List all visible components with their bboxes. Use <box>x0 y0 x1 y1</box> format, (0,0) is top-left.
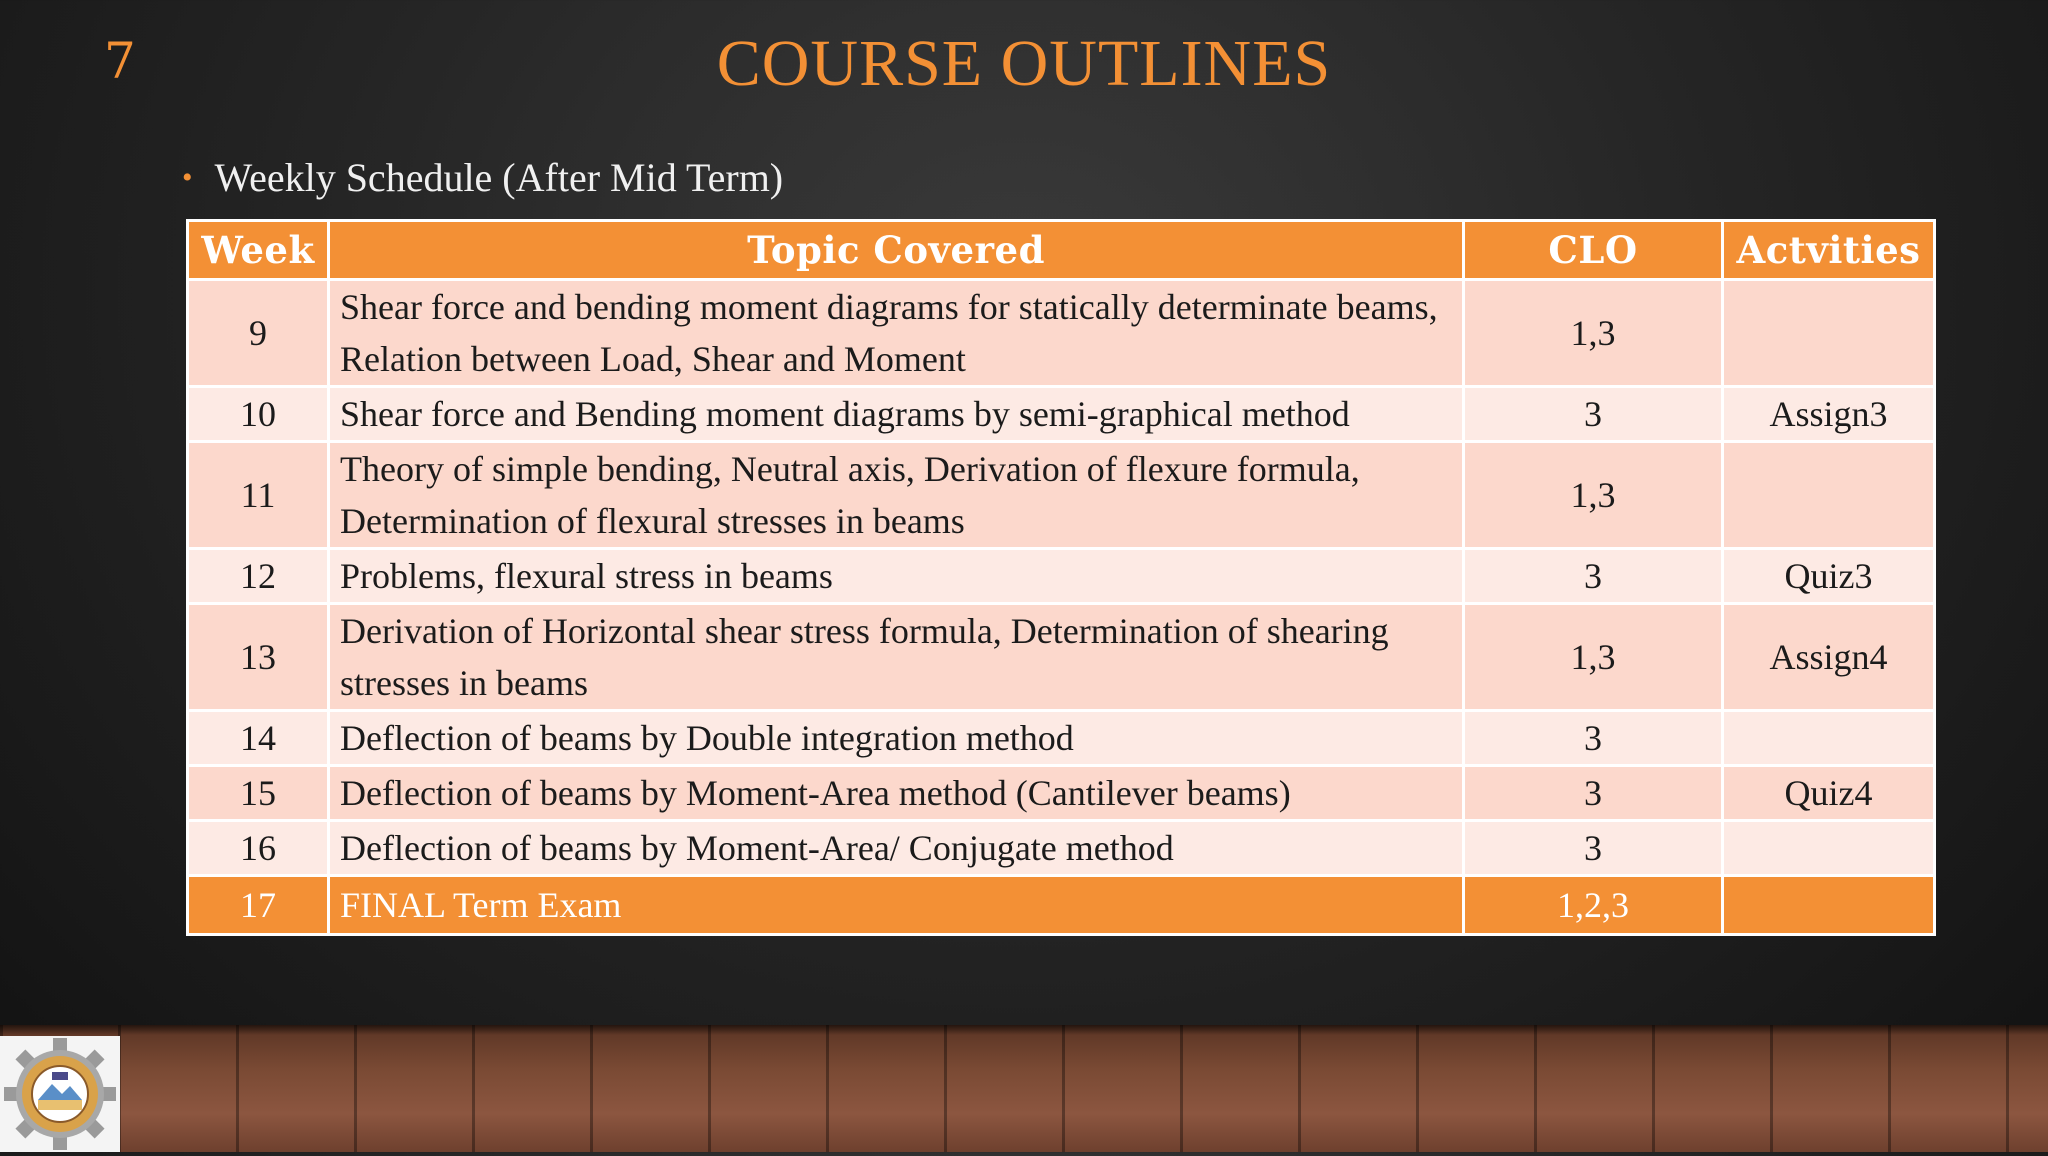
activity-cell <box>1723 711 1935 766</box>
table-row <box>188 387 1935 442</box>
week-cell: 16 <box>188 821 329 876</box>
wooden-floor-background <box>0 1025 2048 1152</box>
university-seal-icon <box>0 1036 120 1152</box>
clo-cell: 3 <box>1464 766 1723 821</box>
table-row <box>188 766 1935 821</box>
week-cell: 17 <box>188 876 329 935</box>
clo-cell: 3 <box>1464 549 1723 604</box>
table-header-row <box>188 221 1935 280</box>
week-cell: 15 <box>188 766 329 821</box>
slide-title: COURSE OUTLINES <box>716 27 1332 100</box>
clo-cell: 3 <box>1464 387 1723 442</box>
week-cell: 13 <box>188 604 329 711</box>
clo-cell: 1,3 <box>1464 442 1723 549</box>
table-row <box>188 280 1935 387</box>
table-row <box>188 821 1935 876</box>
clo-cell: 1,3 <box>1464 280 1723 387</box>
topic-cell: Deflection of beams by Moment-Area/ Conjugate method <box>329 821 1464 876</box>
activity-cell <box>1723 821 1935 876</box>
table-row <box>188 549 1935 604</box>
table-row <box>188 442 1935 549</box>
activity-cell: Assign3 <box>1723 387 1935 442</box>
activity-cell <box>1723 876 1935 935</box>
activity-cell: Quiz3 <box>1723 549 1935 604</box>
topic-cell: Deflection of beams by Moment-Area method (Cantilever beams) <box>329 766 1464 821</box>
clo-cell: 3 <box>1464 821 1723 876</box>
subtitle-bullet <box>182 154 783 201</box>
header-week: Week <box>188 221 329 280</box>
activity-cell <box>1723 442 1935 549</box>
header-clo: CLO <box>1464 221 1723 280</box>
table-row <box>188 604 1935 711</box>
topic-cell: Derivation of Horizontal shear stress formula, Determination of shearing stresses in beams <box>329 604 1464 711</box>
topic-cell: Problems, flexural stress in beams <box>329 549 1464 604</box>
slide-number: 7 <box>104 32 136 90</box>
activity-cell: Assign4 <box>1723 604 1935 711</box>
clo-cell: 3 <box>1464 711 1723 766</box>
topic-cell: FINAL Term Exam <box>329 876 1464 935</box>
clo-cell: 1,3 <box>1464 604 1723 711</box>
week-cell: 11 <box>188 442 329 549</box>
topic-cell: Shear force and Bending moment diagrams by semi-graphical method <box>329 387 1464 442</box>
bullet-icon: • <box>182 160 193 194</box>
activity-cell: Quiz4 <box>1723 766 1935 821</box>
weekly-schedule-table <box>186 219 1936 936</box>
topic-cell: Theory of simple bending, Neutral axis, Derivation of flexure formula, Determination of flexural stresses in beams <box>329 442 1464 549</box>
week-cell: 14 <box>188 711 329 766</box>
week-cell: 10 <box>188 387 329 442</box>
clo-cell: 1,2,3 <box>1464 876 1723 935</box>
topic-cell: Shear force and bending moment diagrams for statically determinate beams, Relation between Load, Shear and Moment <box>329 280 1464 387</box>
activity-cell <box>1723 280 1935 387</box>
header-activities: Actvities <box>1723 221 1935 280</box>
final-exam-row <box>188 876 1935 935</box>
subtitle-text: Weekly Schedule (After Mid Term) <box>214 155 784 200</box>
week-cell: 9 <box>188 280 329 387</box>
week-cell: 12 <box>188 549 329 604</box>
header-topic: Topic Covered <box>329 221 1464 280</box>
topic-cell: Deflection of beams by Double integration method <box>329 711 1464 766</box>
table-row <box>188 711 1935 766</box>
